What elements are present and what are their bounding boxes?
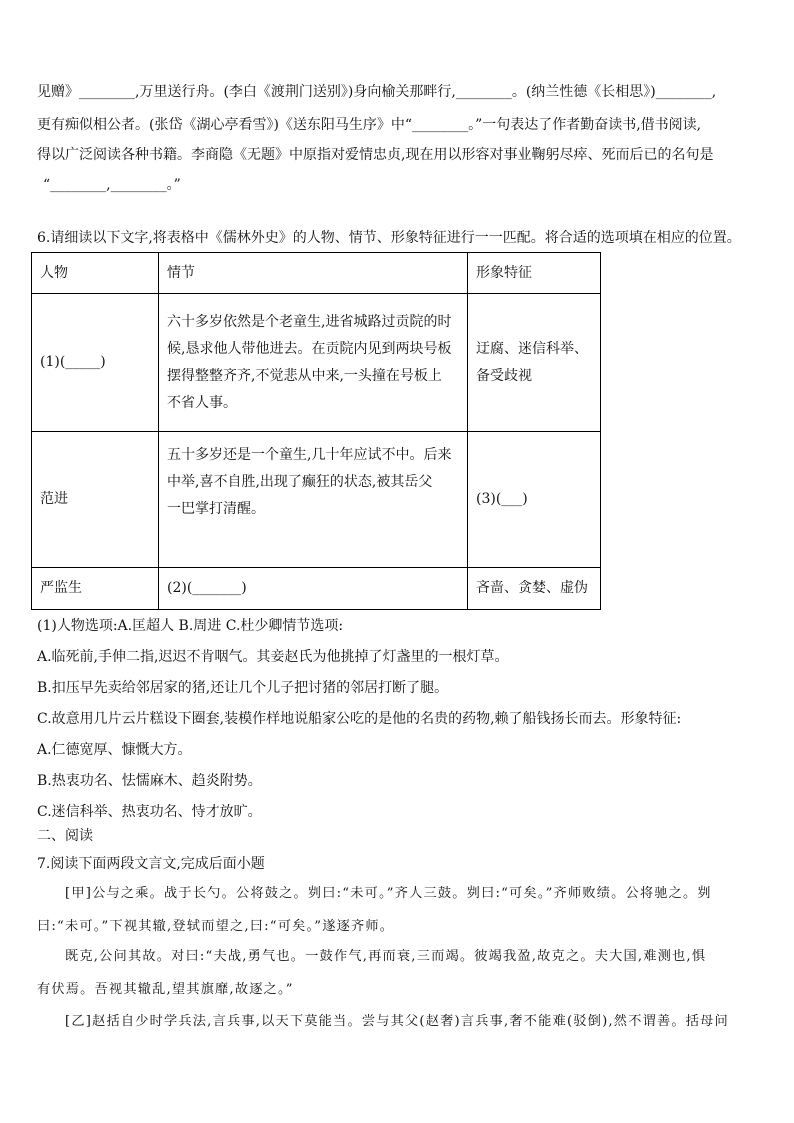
section-heading: 二、阅读 xyxy=(37,828,93,844)
plot-1-line-4: 不省人事。 xyxy=(167,394,237,411)
traits-1-line-1: 迂腐、迷信科举、 xyxy=(476,340,588,357)
options-line-3: B.扣压早先卖给邻居家的猪,还让几个儿子把讨猪的邻居打断了腿。 xyxy=(37,680,449,696)
header-plot: 情节 xyxy=(159,253,468,294)
cell-plot-3: (2)(_______) xyxy=(159,568,468,610)
header-character: 人物 xyxy=(32,253,159,294)
plot-2-line-3: 一巴掌打清醒。 xyxy=(167,501,265,517)
options-line-4: C.故意用几片云片糕设下圈套,装模作样地说船家公吃的是他的名贵的药物,赖了船钱扬长而去。形象特征: xyxy=(37,711,682,727)
plot-2-line-2: 中举,喜不自胜,出现了癫狂的状态,被其岳父 xyxy=(167,474,433,490)
question-7-prompt: 7.阅读下面两段文言文,完成后面小题 xyxy=(37,856,265,872)
passage-line-1: [甲]公与之乘。战于长勺。公将鼓之。刿曰:“未可。”齐人三鼓。刿曰:“可矣。”齐师败绩。公将驰之。刿 xyxy=(65,886,712,901)
cell-traits-2: (3)(___) xyxy=(468,432,601,568)
poetry-line-1: 见赠》________,万里送行舟。(李白《渡荆门送别》)身向榆关那畔行,________。(纳兰性德《长相思》)________, xyxy=(37,84,717,100)
options-line-6: B.热衷功名、怯懦麻木、趋炎附势。 xyxy=(37,773,262,789)
plot-1-line-2: 候,恳求他人带他进去。在贡院内见到两块号板 xyxy=(167,340,452,357)
poetry-line-2: 更有痴似相公者。(张岱《湖心亭看雪》)《送东阳马生序》中“________。”一句表达了作者勤奋读书,借书阅读, xyxy=(37,117,702,133)
options-line-1: (1)人物选项:A.匡超人 B.周进 C.杜少卿情节选项: xyxy=(37,618,344,634)
passage-line-3: 既克,公问其故。对曰:“夫战,勇气也。一鼓作气,再而衰,三而竭。彼竭我盈,故克之。夫大国,难测也,惧 xyxy=(65,949,707,964)
rulin-waishi-table xyxy=(31,252,601,610)
options-line-2: A.临死前,手伸二指,迟迟不肯咽气。其妾赵氏为他挑掉了灯盏里的一根灯草。 xyxy=(37,649,509,665)
question-6-prompt: 6.请细读以下文字,将表格中《儒林外史》的人物、情节、形象特征进行一一匹配。将合适的选项填在相应的位置。 xyxy=(37,230,741,246)
poetry-line-3: 得以广泛阅读各种书籍。李商隐《无题》中原指对爱情忠贞,现在用以形容对事业鞠躬尽瘁、死而后已的名句是 xyxy=(37,147,714,163)
plot-1-line-1: 六十多岁依然是个老童生,进省城路过贡院的时 xyxy=(167,313,452,330)
passage-line-5: [乙]赵括自少时学兵法,言兵事,以天下莫能当。尝与其父(赵奢)言兵事,奢不能难(驳倒),然不谓善。括母问 xyxy=(65,1014,729,1029)
cell-plot-2 xyxy=(159,432,468,568)
passage-line-4: 有伏焉。吾视其辙乱,望其旗靡,故逐之。” xyxy=(37,982,294,997)
cell-plot-1 xyxy=(159,294,468,432)
header-traits: 形象特征 xyxy=(468,253,601,294)
poetry-line-4: “________,________。” xyxy=(43,177,181,193)
options-line-7: C.迷信科举、热衷功名、恃才放旷。 xyxy=(37,804,262,820)
table-row xyxy=(32,432,601,568)
cell-character-3: 严监生 xyxy=(32,568,159,610)
traits-1-line-2: 备受歧视 xyxy=(476,367,532,384)
plot-1-line-3: 摆得整整齐齐,不觉悲从中来,一头撞在号板上 xyxy=(167,367,442,384)
table-header-row xyxy=(32,253,601,294)
passage-line-2: 曰:“未可。”下视其辙,登轼而望之,曰:“可矣。”遂逐齐师。 xyxy=(37,919,395,934)
cell-traits-1 xyxy=(468,294,601,432)
options-line-5: A.仁德宽厚、慷慨大方。 xyxy=(37,742,192,758)
plot-2-line-1: 五十多岁还是一个童生,几十年应试不中。后来 xyxy=(167,447,452,463)
cell-traits-3: 吝啬、贪婪、虚伪 xyxy=(468,568,601,610)
table-row xyxy=(32,294,601,432)
cell-character-1: (1)(_____) xyxy=(32,294,159,432)
cell-character-2: 范进 xyxy=(32,432,159,568)
table-row xyxy=(32,568,601,610)
